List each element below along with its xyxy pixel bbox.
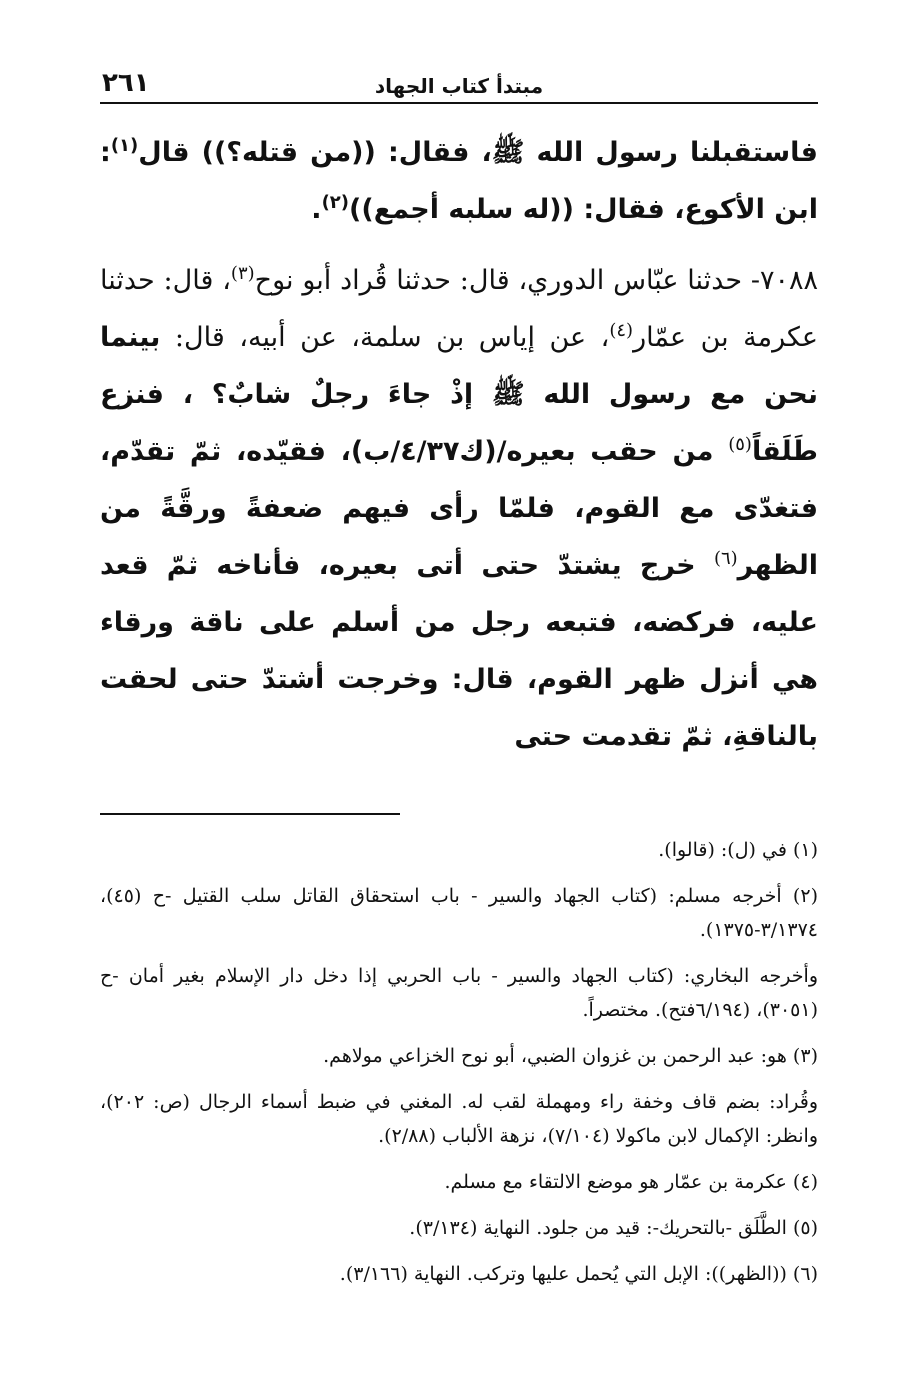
running-title: مبتدأ كتاب الجهاد <box>374 74 544 98</box>
p2-text-2: ، قال: حدثنا عكرمة بن عمّار <box>100 265 818 353</box>
p2-text-3: ، عن إياس بن سلمة، عن أبيه، قال: <box>160 322 610 353</box>
book-page <box>100 58 818 1303</box>
footnotes <box>100 833 818 1291</box>
footnote-3-continued: وقُراد: بضم قاف وخفة راء ومهملة لقب له. المغني في ضبط أسماء الرجال (ص: ٢٠٢)، وانظر: الإكمال لابن ماكولا (٧/١٠٤)، نزهة الألباب (٢/٨٨). <box>100 1091 818 1147</box>
footnote-1: (١) في (ل): (قالوا). <box>658 839 818 861</box>
footnote-2-continued: وأخرجه البخاري: (كتاب الجهاد والسير - باب الحربي إذا دخل دار الإسلام بغير أمان -ح (٣٠٥١)، (٦/١٩٤فتح). مختصراً. <box>100 965 818 1021</box>
footnote-6: (٦) ((الظهر)): الإبل التي يُحمل عليها وتركب. النهاية (٣/١٦٦). <box>339 1263 818 1285</box>
p2-text-1: ٧٠٨٨- حدثنا عبّاس الدوري، قال: حدثنا قُراد أبو نوح <box>254 265 818 296</box>
footnote-ref-5: (٥) <box>728 434 752 455</box>
page-number: ٢٦١ <box>102 68 150 98</box>
footnote-divider <box>100 813 400 815</box>
footnote-2: (٢) أخرجه مسلم: (كتاب الجهاد والسير - باب استحقاق القاتل سلب القتيل -ح (٤٥)، ٣/١٣٧٤-١٣٧٥). <box>100 885 818 941</box>
p2-bold-3: خرج يشتدّ حتى أتى بعيره، فأناخه ثمّ قعد عليه، فركضه، فتبعه رجل من أسلم على ناقة ورقاء هي أنزل ظهر القوم، قال: وخرجت أشتدّ حتى لحقت بالناقةِ، ثمّ تقدمت حتى <box>100 550 818 752</box>
main-text <box>100 124 818 765</box>
footnote-ref-3: (٣) <box>230 263 255 284</box>
p1-text-2: : ابن الأكوع، فقال: ((له سلبه أجمع)) <box>100 137 818 225</box>
page-header <box>100 58 818 104</box>
p2-bold-1: بينما نحن مع رسول الله ﷺ إذْ جاءَ رجلٌ شابٌ؟ ، فنزع طَلَقاً <box>100 322 818 467</box>
paragraph-1 <box>100 124 818 238</box>
p1-text-1: فاستقبلنا رسول الله ﷺ، فقال: ((من قتله؟)) قال <box>138 137 818 168</box>
footnote-ref-4: (٤) <box>609 320 634 341</box>
p2-bold-2: من حقب بعيره/(ك٤/٣٧/ب)، فقيّده، ثمّ تقدّم، فتغدّى مع القوم، فلمّا رأى فيهم ضعفةً ورقَّةً من الظهر <box>100 436 818 581</box>
footnote-ref-1: (١) <box>110 135 139 156</box>
footnote-ref-2: (٢) <box>321 192 350 213</box>
p1-text-3: . <box>311 194 322 225</box>
footnote-4: (٤) عكرمة بن عمّار هو موضع الالتقاء مع مسلم. <box>444 1171 818 1193</box>
footnote-5: (٥) الطَّلَق -بالتحريك-: قيد من جلود. النهاية (٣/١٣٤). <box>409 1217 818 1239</box>
paragraph-2 <box>100 252 818 765</box>
footnote-ref-6: (٦) <box>713 548 738 569</box>
footnote-3: (٣) هو: عبد الرحمن بن غزوان الضبي، أبو نوح الخزاعي مولاهم. <box>323 1045 818 1067</box>
